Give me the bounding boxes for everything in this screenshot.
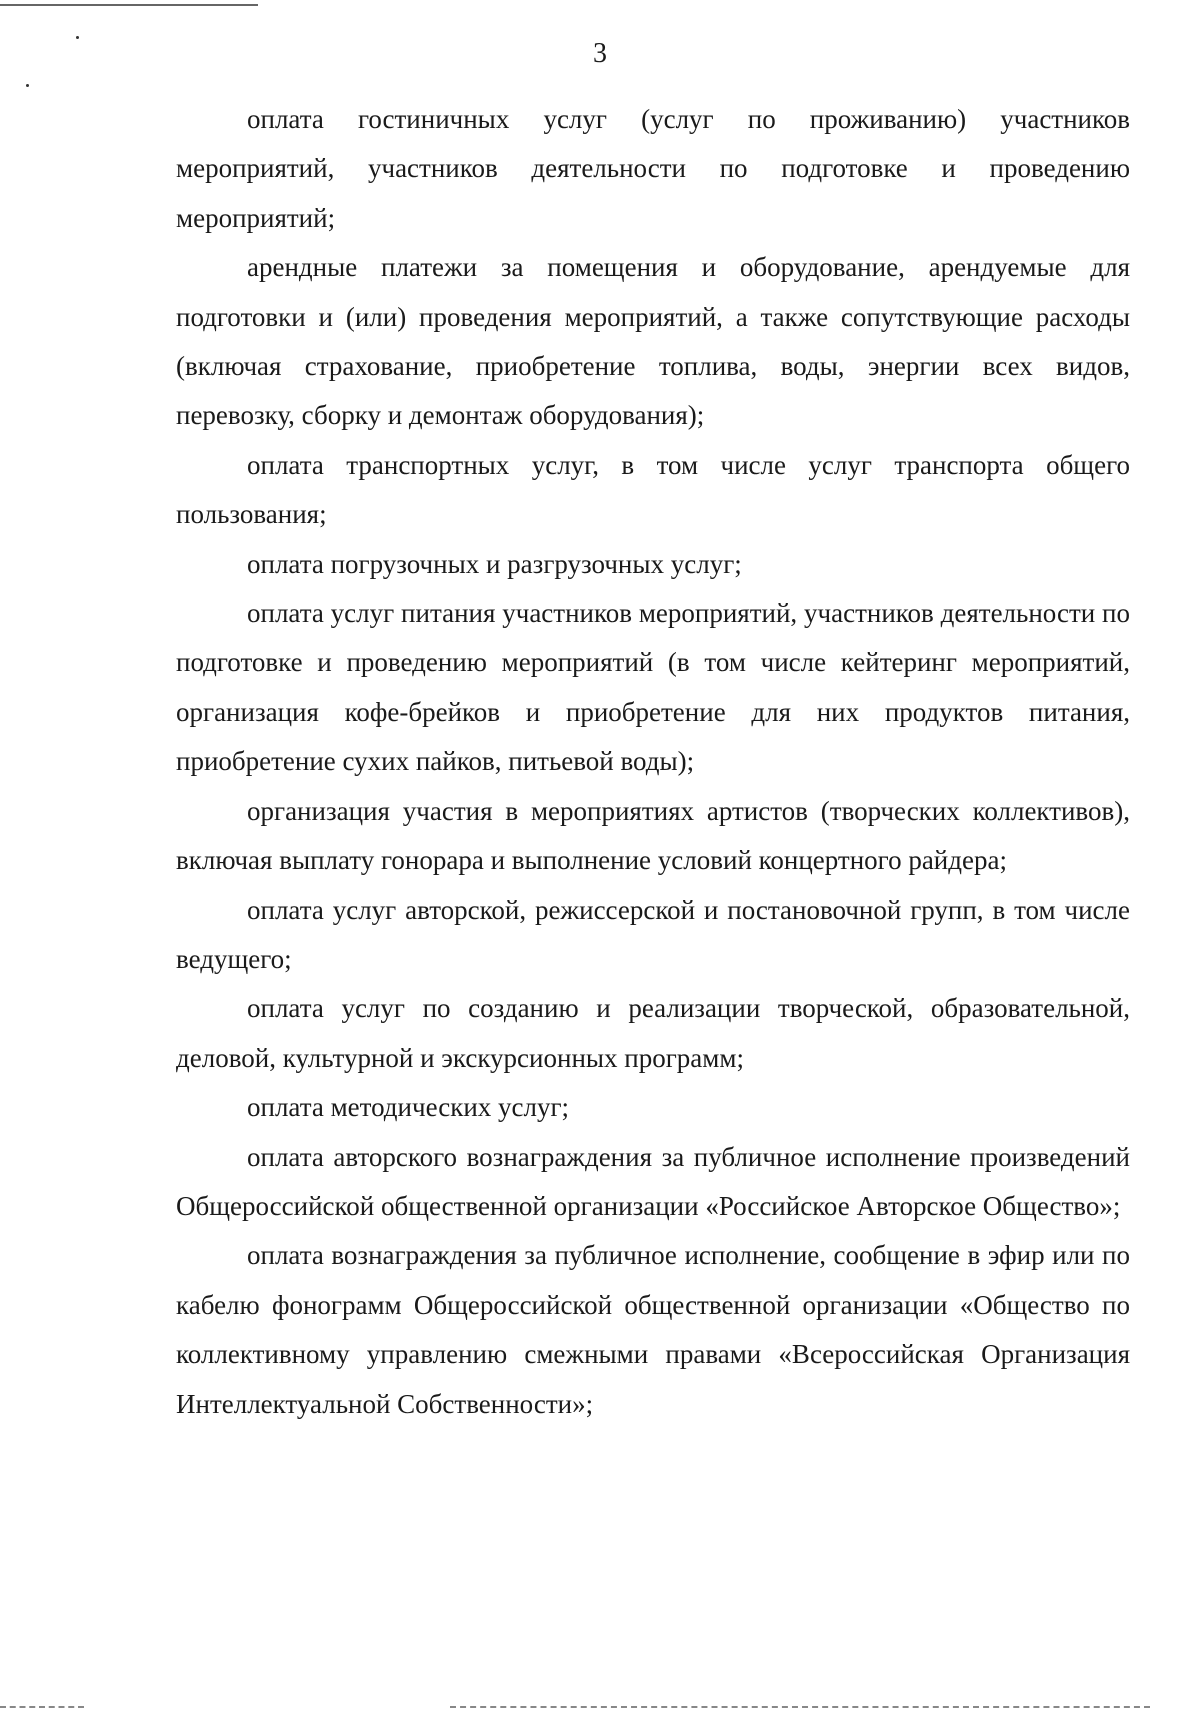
paragraph: оплата гостиничных услуг (услуг по проживанию) участников мероприятий, участников деятельности по подготовке и проведению мероприятий; bbox=[176, 104, 1130, 233]
paragraph: оплата услуг авторской, режиссерской и постановочной групп, в том числе ведущего; bbox=[176, 894, 1130, 974]
paragraph: оплата услуг по созданию и реализации творческой, образовательной, деловой, культурной и экскурсионных программ; bbox=[176, 993, 1130, 1073]
paragraph: оплата транспортных услуг, в том числе услуг транспорта общего пользования; bbox=[176, 449, 1130, 530]
page-number: 3 bbox=[593, 38, 607, 69]
scan-edge-bottom bbox=[0, 1706, 84, 1708]
paragraph: оплата услуг питания участников мероприятий, участников деятельности по подготовке и проведению мероприятий (в том числе кейтеринг мероприятий, организация кофе-брейков и приобретение для них продуктов питания, приобретение сухих пайков, питьевой воды); bbox=[176, 598, 1130, 777]
document-body bbox=[176, 95, 1130, 1429]
scan-edge-top bbox=[0, 4, 258, 6]
scan-edge-bottom bbox=[450, 1706, 1150, 1708]
paragraph: арендные платежи за помещения и оборудование, арендуемые для подготовки и (или) проведения мероприятий, а также сопутствующие расходы (включая страхование, приобретение топлива, воды, энергии всех видов, перевозку, сборку и демонтаж оборудования); bbox=[176, 252, 1130, 431]
paragraph: оплата авторского вознаграждения за публичное исполнение произведений Общероссийской общественной организации «Российское Авторское Общество»; bbox=[176, 1141, 1130, 1221]
paragraph: организация участия в мероприятиях артистов (творческих коллективов), включая выплату гонорара и выполнение условий концертного райдера; bbox=[176, 795, 1130, 876]
paragraph: оплата погрузочных и разгрузочных услуг; bbox=[247, 548, 742, 579]
paragraph: оплата вознаграждения за публичное исполнение, сообщение в эфир или по кабелю фонограмм Общероссийской общественной организации «Общество по коллективному управлению смежными правами «Всероссийская Организация Интеллектуальной Собственности»; bbox=[176, 1240, 1130, 1419]
paragraph: оплата методических услуг; bbox=[247, 1092, 570, 1123]
scan-speck bbox=[26, 84, 29, 87]
